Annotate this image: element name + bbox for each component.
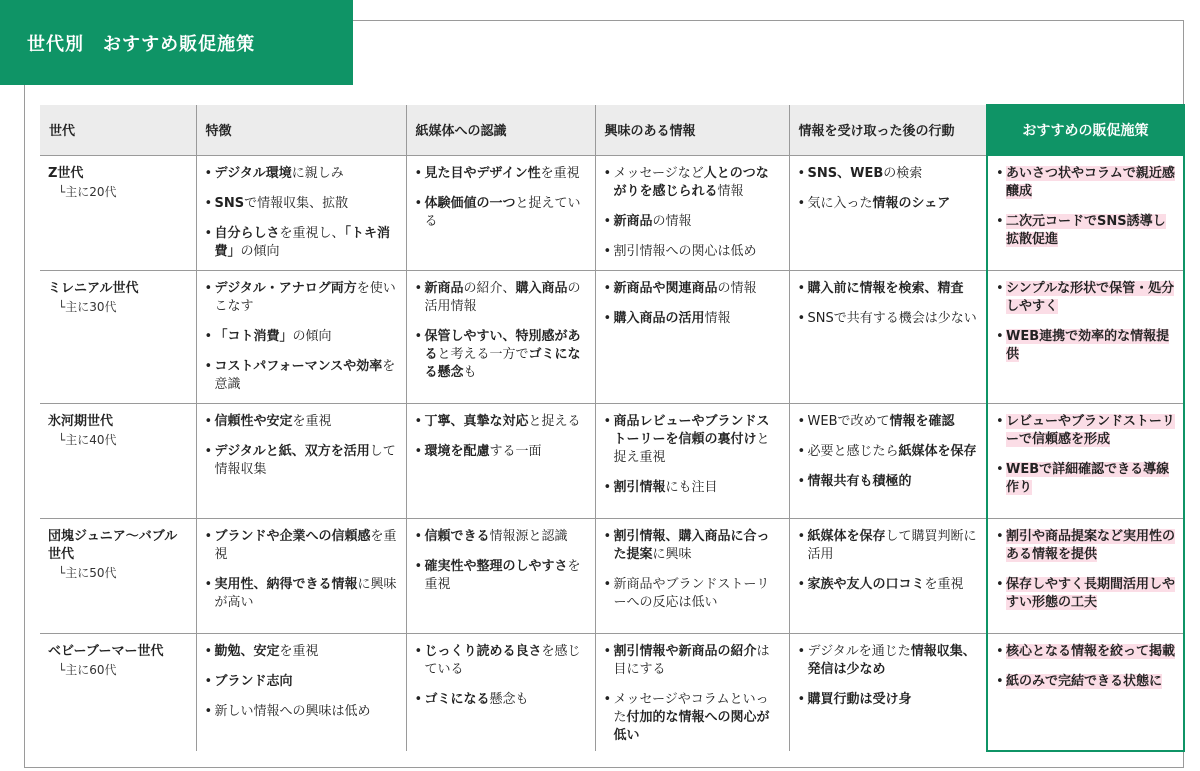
list-item: • 新商品の紹介、購入商品の活用情報 (415, 280, 587, 316)
list-item: • デジタルを通じた情報収集、発信は少なめ (798, 643, 979, 679)
list-item: • デジタル環境に親しみ (205, 165, 398, 183)
list-item: • 新商品や関連商品の情報 (604, 280, 781, 298)
list-item: • メッセージやコラムといった付加的な情報への関心が低い (604, 691, 781, 745)
list-item: • コストパフォーマンスや効率を意識 (205, 358, 398, 394)
list-item: • ブランドや企業への信頼感を重視 (205, 528, 398, 564)
table-header-row (40, 105, 1184, 155)
list-item: • 保管しやすい、特別感があると考える一方でゴミになる懸念も (415, 328, 587, 382)
list-item: • 割引情報にも注目 (604, 479, 781, 497)
list-item: • 見た目やデザイン性を重視 (415, 165, 587, 183)
generation-cell (40, 518, 196, 633)
interest-cell (595, 270, 789, 403)
action-cell (789, 155, 987, 270)
traits-cell (196, 270, 406, 403)
list-item: • SNSで情報収集、拡散 (205, 195, 398, 213)
generation-age: └主に20代 (58, 184, 117, 199)
list-item: • ブランド志向 (205, 673, 398, 691)
list-item: • 実用性、納得できる情報に興味が高い (205, 576, 398, 612)
list-item: • 核心となる情報を絞って掲載 (996, 643, 1175, 661)
list-item: • SNSで共有する機会は少ない (798, 310, 979, 328)
action-cell (789, 270, 987, 403)
generation-name: ミレニアル世代 (48, 280, 139, 296)
list-item: • 情報共有も積極的 (798, 473, 979, 491)
generation-table (40, 104, 1185, 752)
list-item: • 保存しやすく長期間活用しやすい形態の工夫 (996, 576, 1175, 612)
traits-cell (196, 403, 406, 518)
list-item: • 信頼できる情報源と認識 (415, 528, 587, 546)
list-item: • レビューやブランドストーリーで信頼感を形成 (996, 413, 1175, 449)
list-item: • WEBで詳細確認できる導線作り (996, 461, 1175, 497)
list-item: • 環境を配慮する一面 (415, 443, 587, 461)
list-item: • メッセージなど人とのつながりを感じられる情報 (604, 165, 781, 201)
header-generation: 世代 (40, 105, 196, 155)
list-item: • 体験価値の一つと捉えている (415, 195, 587, 231)
paper-cell (406, 518, 595, 633)
recommend-cell (987, 270, 1184, 403)
list-item: • 紙媒体を保存して購買判断に活用 (798, 528, 979, 564)
list-item: • 新商品の情報 (604, 213, 781, 231)
interest-cell (595, 155, 789, 270)
action-cell (789, 518, 987, 633)
list-item: • シンプルな形状で保管・処分しやすく (996, 280, 1175, 316)
list-item: • 家族や友人の口コミを重視 (798, 576, 979, 594)
generation-cell (40, 633, 196, 751)
list-item: • 割引情報や新商品の紹介は目にする (604, 643, 781, 679)
generation-name: Z世代 (48, 165, 84, 181)
generation-cell (40, 270, 196, 403)
list-item: • 割引や商品提案など実用性のある情報を提供 (996, 528, 1175, 564)
header-recommend: おすすめの販促施策 (987, 105, 1184, 155)
table-row (40, 518, 1184, 633)
list-item: • じっくり読める良さを感じている (415, 643, 587, 679)
list-item: • 二次元コードでSNS誘導し拡散促進 (996, 213, 1175, 249)
generation-age: └主に50代 (58, 565, 117, 580)
recommend-cell (987, 633, 1184, 751)
list-item: • 新しい情報への興味は低め (205, 703, 398, 721)
paper-cell (406, 270, 595, 403)
page-title: 世代別 おすすめ販促施策 (0, 0, 353, 85)
paper-cell (406, 155, 595, 270)
list-item: • 気に入った情報のシェア (798, 195, 979, 213)
generation-cell (40, 403, 196, 518)
generation-age: └主に60代 (58, 662, 117, 677)
action-cell (789, 403, 987, 518)
list-item: • デジタル・アナログ両方を使いこなす (205, 280, 398, 316)
header-interest: 興味のある情報 (595, 105, 789, 155)
paper-cell (406, 633, 595, 751)
list-item: • WEBで改めて情報を確認 (798, 413, 979, 431)
header-paper: 紙媒体への認識 (406, 105, 595, 155)
table-row (40, 403, 1184, 518)
header-traits: 特徴 (196, 105, 406, 155)
generation-age: └主に30代 (58, 299, 117, 314)
list-item: • SNS、WEBの検索 (798, 165, 979, 183)
list-item: • デジタルと紙、双方を活用して情報収集 (205, 443, 398, 479)
interest-cell (595, 633, 789, 751)
list-item: • 割引情報、購入商品に合った提案に興味 (604, 528, 781, 564)
list-item: • 紙のみで完結できる状態に (996, 673, 1175, 691)
list-item: • 新商品やブランドストーリーへの反応は低い (604, 576, 781, 612)
list-item: • あいさつ状やコラムで親近感醸成 (996, 165, 1175, 201)
list-item: • 割引情報への関心は低め (604, 243, 781, 261)
list-item: • 「コト消費」の傾向 (205, 328, 398, 346)
paper-cell (406, 403, 595, 518)
interest-cell (595, 403, 789, 518)
traits-cell (196, 633, 406, 751)
list-item: • 確実性や整理のしやすさを重視 (415, 558, 587, 594)
traits-cell (196, 155, 406, 270)
list-item: • 自分らしさを重視し、「トキ消費」の傾向 (205, 225, 398, 261)
action-cell (789, 633, 987, 751)
traits-cell (196, 518, 406, 633)
table-row (40, 270, 1184, 403)
list-item: • 商品レビューやブランドストーリーを信頼の裏付けと捉え重視 (604, 413, 781, 467)
list-item: • 必要と感じたら紙媒体を保存 (798, 443, 979, 461)
generation-name: 団塊ジュニア～バブル世代 (48, 528, 178, 562)
interest-cell (595, 518, 789, 633)
generation-name: ベビーブーマー世代 (48, 643, 164, 659)
generation-name: 氷河期世代 (48, 413, 114, 429)
recommend-cell (987, 155, 1184, 270)
recommend-cell (987, 518, 1184, 633)
list-item: • 勤勉、安定を重視 (205, 643, 398, 661)
list-item: • 丁寧、真摯な対応と捉える (415, 413, 587, 431)
header-action: 情報を受け取った後の行動 (789, 105, 987, 155)
list-item: • 購入前に情報を検索、精査 (798, 280, 979, 298)
list-item: • 購買行動は受け身 (798, 691, 979, 709)
generation-cell (40, 155, 196, 270)
table-row (40, 155, 1184, 270)
generation-age: └主に40代 (58, 432, 117, 447)
list-item: • 信頼性や安定を重視 (205, 413, 398, 431)
recommend-cell (987, 403, 1184, 518)
list-item: • ゴミになる懸念も (415, 691, 587, 709)
list-item: • WEB連携で効率的な情報提供 (996, 328, 1175, 364)
table-row (40, 633, 1184, 751)
list-item: • 購入商品の活用情報 (604, 310, 781, 328)
